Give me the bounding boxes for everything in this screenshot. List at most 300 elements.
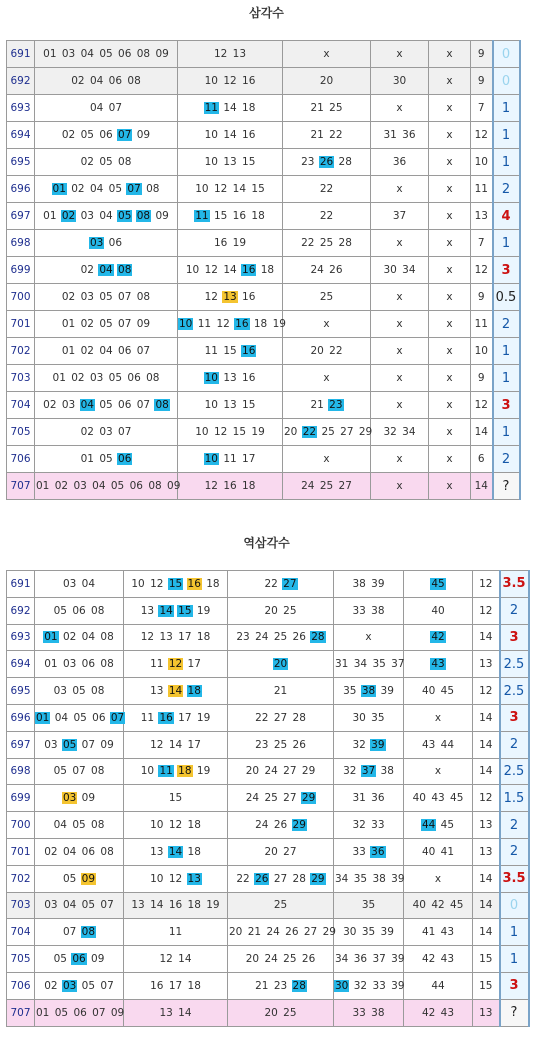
- lotto-number: 04: [99, 345, 113, 357]
- lotto-number: 01: [36, 480, 50, 492]
- lotto-number: x: [446, 183, 453, 195]
- score-cell: 1: [500, 946, 529, 973]
- lotto-number: 18: [196, 631, 211, 644]
- count-cell: 14: [473, 919, 500, 946]
- lotto-number: 27: [283, 577, 297, 590]
- lotto-number: 19: [206, 899, 220, 912]
- score-cell: 0: [493, 68, 520, 95]
- number-group-cell: [35, 785, 124, 812]
- round-number: 694: [7, 651, 35, 678]
- lotto-number: 21: [255, 979, 269, 992]
- lotto-number: 14: [159, 604, 173, 617]
- round-number: 698: [7, 758, 35, 785]
- lotto-number: 16: [242, 291, 256, 303]
- lotto-number: 32: [353, 979, 368, 992]
- lotto-number: 42: [421, 1006, 436, 1019]
- lotto-number: x: [396, 102, 403, 114]
- count-cell: 13: [473, 812, 500, 839]
- number-group-cell: [35, 704, 124, 731]
- lotto-number: 16: [242, 75, 256, 87]
- number-group-cell: [35, 812, 124, 839]
- lotto-number: 27: [340, 426, 354, 438]
- number-group-cell: [35, 311, 178, 338]
- lotto-number: 06: [92, 711, 106, 724]
- lotto-number: x: [434, 711, 442, 724]
- lotto-number: 14: [232, 183, 247, 195]
- lotto-number: 27: [283, 765, 297, 778]
- lotto-number: x: [446, 345, 453, 357]
- score-cell: 3: [493, 257, 520, 284]
- number-group-cell: [429, 122, 471, 149]
- lotto-number: 21: [310, 399, 324, 411]
- lotto-number: 10: [204, 372, 218, 384]
- lotto-number: 37: [361, 765, 376, 778]
- lotto-number: x: [323, 318, 330, 330]
- lotto-number: 16: [232, 210, 247, 222]
- lotto-number: 01: [61, 345, 76, 357]
- section-title-inverse-triangular: 역삼각수: [243, 536, 290, 550]
- table-row: [7, 338, 520, 365]
- lotto-number: 07: [118, 291, 132, 303]
- lotto-number: 07: [72, 765, 86, 778]
- lotto-number: x: [434, 765, 442, 778]
- lotto-number: 26: [255, 872, 269, 885]
- lotto-number: 44: [440, 738, 455, 751]
- lotto-number: 42: [431, 631, 445, 644]
- count-cell: 9: [471, 365, 493, 392]
- number-group-cell: [371, 257, 429, 284]
- lotto-number: 13: [232, 48, 247, 60]
- lotto-number: 08: [127, 75, 141, 87]
- lotto-number: 15: [168, 792, 183, 805]
- lotto-number: 07: [62, 926, 77, 939]
- score-cell: 3: [500, 972, 529, 999]
- number-group-cell: [178, 41, 283, 68]
- score-cell: 1: [500, 919, 529, 946]
- number-group-cell: [178, 203, 283, 230]
- number-group-cell: [178, 257, 283, 284]
- lotto-number: 04: [89, 75, 104, 87]
- number-group-cell: [124, 972, 228, 999]
- lotto-number: x: [396, 48, 403, 60]
- table-row: [7, 419, 520, 446]
- score-cell: 3.5: [500, 571, 529, 598]
- section-title-triangular: 삼각수: [249, 6, 284, 20]
- table-row: [7, 230, 520, 257]
- round-number: 696: [7, 176, 35, 203]
- number-group-cell: [35, 624, 124, 651]
- lotto-number: 08: [100, 658, 114, 671]
- lotto-number: 10: [185, 264, 200, 276]
- table-row: [7, 999, 529, 1026]
- lotto-number: 03: [99, 426, 113, 438]
- lotto-number: 05: [110, 480, 125, 492]
- lotto-number: 07: [100, 979, 114, 992]
- number-group-cell: [429, 446, 471, 473]
- lotto-number: 25: [273, 899, 288, 912]
- lotto-number: 07: [118, 129, 132, 141]
- lotto-number: 09: [91, 953, 105, 966]
- count-cell: 15: [473, 972, 500, 999]
- number-group-cell: [228, 838, 334, 865]
- lotto-number: x: [446, 75, 453, 87]
- lotto-number: 27: [303, 926, 318, 939]
- lotto-number: 16: [242, 129, 256, 141]
- number-group-cell: [124, 785, 228, 812]
- lotto-number: 26: [301, 953, 316, 966]
- lotto-number: 17: [187, 658, 201, 671]
- number-group-cell: [283, 122, 371, 149]
- lotto-number: x: [434, 872, 442, 885]
- lotto-number: 44: [421, 819, 436, 832]
- table-row: [7, 892, 529, 919]
- lotto-number: 09: [167, 480, 181, 492]
- lotto-number: 38: [352, 577, 366, 590]
- lotto-number: 02: [43, 399, 57, 411]
- lotto-number: 39: [371, 577, 385, 590]
- lotto-number: 06: [108, 237, 123, 249]
- lotto-number: 04: [92, 480, 106, 492]
- round-number: 699: [7, 257, 35, 284]
- lotto-number: 08: [91, 765, 105, 778]
- round-number: 700: [7, 812, 35, 839]
- lotto-number: 03: [62, 577, 77, 590]
- lotto-number: 05: [99, 48, 113, 60]
- lotto-number: 13: [223, 399, 237, 411]
- lotto-number: 25: [283, 953, 297, 966]
- score-cell: 2: [493, 311, 520, 338]
- lotto-number: 05: [99, 291, 113, 303]
- number-group-cell: [178, 473, 283, 500]
- table-row: [7, 122, 520, 149]
- count-cell: 10: [471, 338, 493, 365]
- score-cell: 2: [500, 838, 529, 865]
- lotto-number: 15: [213, 210, 228, 222]
- table-row: [7, 651, 529, 678]
- lotto-number: 05: [99, 156, 113, 168]
- number-group-cell: [35, 892, 124, 919]
- lotto-number: 02: [80, 156, 94, 168]
- number-group-cell: [334, 624, 404, 651]
- lotto-number: 16: [242, 264, 256, 276]
- lotto-number: 02: [71, 75, 85, 87]
- lotto-number: 20: [264, 604, 278, 617]
- score-cell: 2.5: [500, 651, 529, 678]
- count-cell: 14: [473, 731, 500, 758]
- number-group-cell: [124, 892, 228, 919]
- number-group-cell: [178, 122, 283, 149]
- lotto-number: 40: [412, 899, 426, 912]
- count-cell: 13: [473, 651, 500, 678]
- lotto-number: x: [446, 372, 453, 384]
- lotto-number: x: [323, 453, 330, 465]
- lotto-number: 15: [232, 426, 247, 438]
- number-group-cell: [371, 95, 429, 122]
- number-group-cell: [228, 919, 334, 946]
- lotto-number: 05: [108, 372, 123, 384]
- lotto-number: 25: [264, 792, 278, 805]
- count-cell: 14: [473, 704, 500, 731]
- lotto-number: 08: [100, 845, 114, 858]
- number-group-cell: [228, 678, 334, 705]
- lotto-number: 02: [54, 480, 69, 492]
- score-cell: 4: [493, 203, 520, 230]
- lotto-number: 02: [44, 979, 58, 992]
- lotto-number: 16: [159, 711, 173, 724]
- table-row: [7, 203, 520, 230]
- lotto-number: 41: [421, 926, 436, 939]
- number-group-cell: [35, 338, 178, 365]
- number-group-cell: [124, 865, 228, 892]
- lotto-number: 02: [62, 631, 77, 644]
- number-group-cell: [124, 758, 228, 785]
- lotto-number: 04: [62, 845, 77, 858]
- lotto-number: x: [396, 372, 403, 384]
- count-cell: 11: [471, 176, 493, 203]
- lotto-number: 15: [168, 577, 183, 590]
- number-group-cell: [404, 758, 473, 785]
- lotto-number: 25: [319, 480, 334, 492]
- lotto-number: 34: [335, 953, 349, 966]
- lotto-number: 04: [80, 399, 94, 411]
- table-row: [7, 392, 520, 419]
- lotto-number: 29: [292, 819, 306, 832]
- number-group-cell: [334, 838, 404, 865]
- lotto-number: 42: [421, 953, 436, 966]
- lotto-number: 25: [319, 291, 334, 303]
- lotto-number: 22: [301, 237, 315, 249]
- lotto-number: x: [446, 237, 453, 249]
- lotto-number: 05: [80, 129, 94, 141]
- table-row: [7, 365, 520, 392]
- lotto-number: 02: [61, 210, 76, 222]
- number-group-cell: [178, 311, 286, 338]
- lotto-number: 02: [71, 183, 85, 195]
- lotto-number: 36: [402, 129, 416, 141]
- lotto-number: 32: [352, 738, 366, 751]
- round-number: 691: [7, 41, 35, 68]
- lotto-number: 12: [140, 631, 155, 644]
- score-cell: ?: [493, 473, 520, 500]
- number-group-cell: [334, 785, 404, 812]
- lotto-number: 10: [204, 399, 218, 411]
- lotto-number: 05: [53, 953, 67, 966]
- lotto-number: 01: [52, 183, 66, 195]
- table-row: [7, 149, 520, 176]
- lotto-number: 14: [223, 102, 237, 114]
- number-group-cell: [404, 946, 473, 973]
- lotto-number: x: [396, 237, 403, 249]
- count-cell: 7: [471, 95, 493, 122]
- count-cell: 13: [473, 999, 500, 1026]
- lotto-number: 43: [440, 926, 455, 939]
- round-number: 696: [7, 704, 35, 731]
- number-group-cell: [404, 704, 473, 731]
- number-group-cell: [404, 999, 473, 1026]
- number-group-cell: [178, 284, 283, 311]
- lotto-number: 07: [118, 318, 132, 330]
- lotto-number: 30: [383, 264, 397, 276]
- lotto-number: 37: [372, 953, 386, 966]
- number-group-cell: [35, 758, 124, 785]
- number-group-cell: [429, 257, 471, 284]
- lotto-number: 19: [196, 765, 211, 778]
- lotto-number: x: [446, 129, 453, 141]
- lotto-number: 07: [108, 102, 123, 114]
- lotto-number: 22: [319, 183, 334, 195]
- number-group-cell: [124, 624, 228, 651]
- number-group-cell: [228, 597, 334, 624]
- lotto-number: 36: [371, 792, 385, 805]
- number-group-cell: [35, 919, 124, 946]
- number-group-cell: [371, 149, 429, 176]
- lotto-number: 05: [62, 738, 77, 751]
- lotto-number: 06: [108, 75, 123, 87]
- number-group-cell: [334, 571, 404, 598]
- count-cell: 14: [473, 892, 500, 919]
- lotto-number: 22: [319, 210, 334, 222]
- lotto-number: 05: [53, 604, 67, 617]
- lotto-number: 08: [155, 399, 169, 411]
- lotto-number: x: [396, 345, 403, 357]
- table-row: [7, 812, 529, 839]
- lotto-number: 29: [311, 872, 325, 885]
- number-group-cell: [124, 597, 228, 624]
- lotto-number: 20: [319, 75, 334, 87]
- lotto-number: 11: [204, 345, 218, 357]
- lotto-number: 45: [440, 685, 455, 698]
- triangular-table: [6, 40, 521, 500]
- lotto-number: 10: [140, 765, 155, 778]
- number-group-cell: [35, 731, 124, 758]
- lotto-number: x: [323, 372, 330, 384]
- number-group-cell: [228, 571, 334, 598]
- number-group-cell: [35, 203, 178, 230]
- number-group-cell: [35, 176, 178, 203]
- lotto-number: 07: [110, 711, 125, 724]
- number-group-cell: [429, 338, 471, 365]
- number-group-cell: [404, 571, 473, 598]
- score-cell: 1: [493, 149, 520, 176]
- lotto-number: 40: [421, 685, 436, 698]
- lotto-number: 24: [245, 792, 260, 805]
- number-group-cell: [283, 473, 371, 500]
- lotto-number: 12: [223, 75, 237, 87]
- lotto-number: 23: [301, 156, 315, 168]
- lotto-number: 14: [223, 264, 237, 276]
- lotto-number: 09: [81, 792, 96, 805]
- number-group-cell: [228, 624, 334, 651]
- round-number: 700: [7, 284, 35, 311]
- lotto-number: 04: [89, 102, 104, 114]
- lotto-number: 14: [150, 899, 164, 912]
- number-group-cell: [228, 972, 334, 999]
- lotto-number: x: [446, 102, 453, 114]
- lotto-number: 44: [431, 979, 445, 992]
- table-row: [7, 785, 529, 812]
- lotto-number: 34: [402, 264, 416, 276]
- table-row: [7, 624, 529, 651]
- lotto-number: 29: [322, 926, 336, 939]
- lotto-number: 32: [383, 426, 397, 438]
- lotto-number: 45: [431, 577, 445, 590]
- lotto-number: 10: [204, 129, 218, 141]
- number-group-cell: [334, 946, 404, 973]
- lotto-number: 22: [236, 872, 250, 885]
- count-cell: 11: [471, 311, 493, 338]
- lotto-number: 10: [195, 426, 209, 438]
- lotto-number: 10: [179, 318, 193, 330]
- lotto-number: 03: [44, 899, 58, 912]
- lotto-number: 27: [273, 872, 288, 885]
- lotto-number: x: [396, 291, 403, 303]
- lotto-number: 08: [146, 372, 160, 384]
- score-cell: 1: [493, 95, 520, 122]
- round-number: 707: [7, 999, 35, 1026]
- number-group-cell: [429, 68, 471, 95]
- count-cell: 12: [473, 678, 500, 705]
- lotto-number: 17: [178, 711, 192, 724]
- lotto-number: 27: [283, 845, 297, 858]
- lotto-number: 14: [178, 1006, 192, 1019]
- lotto-number: 43: [431, 792, 445, 805]
- number-group-cell: [334, 678, 404, 705]
- lotto-number: 04: [99, 264, 113, 276]
- lotto-number: 25: [329, 102, 343, 114]
- lotto-number: 34: [353, 658, 368, 671]
- lotto-number: 14: [223, 129, 237, 141]
- lotto-number: 41: [440, 845, 455, 858]
- lotto-number: 04: [81, 577, 96, 590]
- lotto-number: x: [396, 318, 403, 330]
- number-group-cell: [371, 365, 429, 392]
- lotto-number: 08: [81, 926, 96, 939]
- score-cell: 2: [493, 446, 520, 473]
- lotto-number: 10: [204, 453, 218, 465]
- lotto-number: 03: [44, 738, 58, 751]
- number-group-cell: [283, 149, 371, 176]
- lotto-number: 09: [100, 738, 114, 751]
- lotto-number: 29: [301, 792, 316, 805]
- number-group-cell: [283, 95, 371, 122]
- score-cell: 1.5: [500, 785, 529, 812]
- lotto-number: 38: [371, 1006, 385, 1019]
- lotto-number: 02: [80, 345, 94, 357]
- lotto-number: 09: [155, 48, 169, 60]
- number-group-cell: [371, 392, 429, 419]
- number-group-cell: [334, 892, 404, 919]
- lotto-number: 35: [353, 872, 368, 885]
- lotto-number: 12: [213, 183, 228, 195]
- lotto-number: 23: [273, 979, 288, 992]
- lotto-number: 15: [242, 399, 256, 411]
- number-group-cell: [228, 946, 334, 973]
- lotto-number: 16: [187, 577, 201, 590]
- number-group-cell: [178, 338, 283, 365]
- lotto-number: 16: [150, 979, 164, 992]
- number-group-cell: [404, 651, 473, 678]
- lotto-number: 24: [255, 631, 269, 644]
- lotto-number: 35: [361, 926, 376, 939]
- number-group-cell: [35, 149, 178, 176]
- lotto-number: 20: [284, 426, 298, 438]
- number-group-cell: [178, 365, 283, 392]
- count-cell: 14: [473, 624, 500, 651]
- lotto-number: 05: [81, 979, 96, 992]
- lotto-number: 01: [43, 48, 57, 60]
- table-row: [7, 838, 529, 865]
- lotto-number: 28: [311, 631, 325, 644]
